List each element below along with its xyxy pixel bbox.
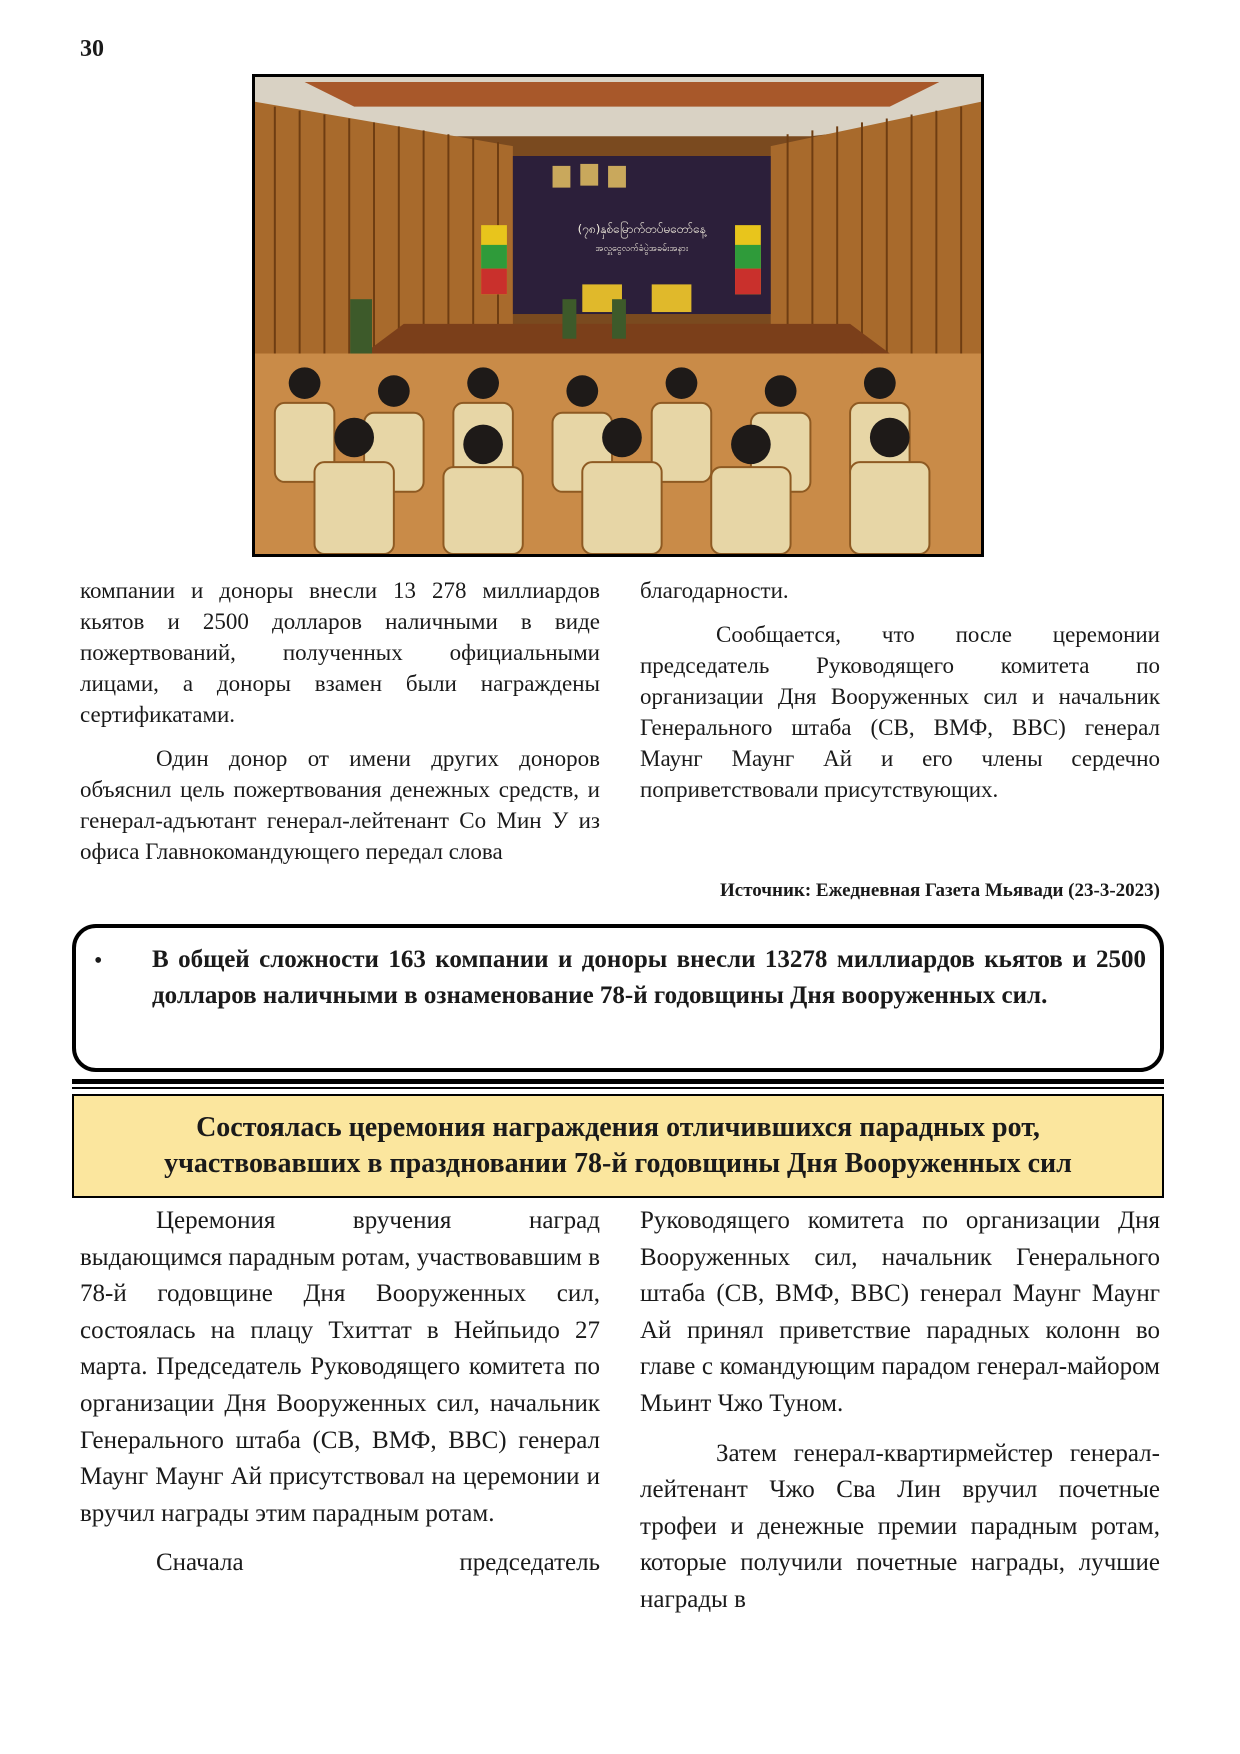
paragraph: Один донор от имени других доноров объяснил цель пожертвования денежных средств, и генерал-адъютант генерал-лейтенант Со Мин У из офиса Главнокомандующего передал слова — [80, 746, 600, 864]
article-source: Источник: Ежедневная Газета Мьявади (23-3-2023) — [720, 880, 1160, 901]
paragraph: Церемония вручения наград выдающимся парадным ротам, участвовавшим в 78-й годовщине Дня Вооруженных сил, состоялась на плацу Тхиттат в Нейпьидо 27 марта. Председатель Руководящего комитета по организации Дня Вооруженных сил, начальник Генерального штаба (СВ, ВМФ, ВВС) генерал Маунг Маунг Ай присутствовал на церемонии и вручил награды этим парадным ротам. — [80, 1207, 600, 1527]
paragraph: Сообщается, что после церемонии председатель Руководящего комитета по организации Дня Вооруженных сил и начальник Генерального штаба (СВ, ВМФ, ВВС) генерал Маунг Маунг Ай и его члены сердечно поприветствовали присутствующих. — [640, 622, 1160, 802]
page-number: 30 — [80, 36, 104, 62]
paragraph: Сначала председатель — [156, 1549, 600, 1577]
second-article-right-column — [640, 1203, 1160, 1619]
paragraph: Затем генерал-квартирмейстер генерал-лейтенант Чжо Сва Лин вручил почетные трофеи и денежные премии парадным ротам, которые получили почетные награды, лучшие награды в — [640, 1439, 1160, 1613]
section-divider — [72, 1087, 1164, 1089]
paragraph: компании и доноры внесли 13 278 миллиардов кьятов и 2500 долларов наличными в виде пожертвований, полученных официальными лицами, а доноры взамен были награждены сертификатами. — [80, 578, 600, 727]
paragraph: Руководящего комитета по организации Дня Вооруженных сил, начальник Генерального штаба (СВ, ВМФ, ВВС) генерал Маунг Маунг Ай принял приветствие парадных колонн во главе с командующим парадом генерал-майором Мьинт Чжо Туном. — [640, 1207, 1160, 1417]
article-headline — [72, 1094, 1164, 1198]
bullet-icon: • — [94, 948, 103, 974]
top-article-right-column — [640, 575, 1160, 805]
ceremony-hall-image — [255, 77, 981, 554]
headline-line: Состоялась церемония награждения отличившихся парадных рот, — [196, 1112, 1040, 1143]
second-article-left-column — [80, 1203, 600, 1582]
banner-line-2: အလှူငွေလက်ခံပွဲအခမ်းအနား — [595, 243, 689, 254]
highlight-box — [72, 924, 1164, 1072]
ceremony-photo — [252, 74, 984, 557]
headline-line: участвовавших в праздновании 78-й годовщины Дня Вооруженных сил — [164, 1148, 1072, 1179]
banner-line-1: (၇၈)နှစ်မြောက်တပ်မတော်နေ့ — [577, 222, 706, 237]
top-article-left-column — [80, 575, 600, 867]
highlight-text: В общей сложности 163 компании и доноры внесли 13278 миллиардов кьятов и 2500 долларов наличными в ознаменование 78-й годовщины Дня вооруженных сил. — [152, 946, 1146, 1009]
section-divider — [72, 1079, 1164, 1084]
paragraph: благодарности. — [640, 578, 789, 603]
